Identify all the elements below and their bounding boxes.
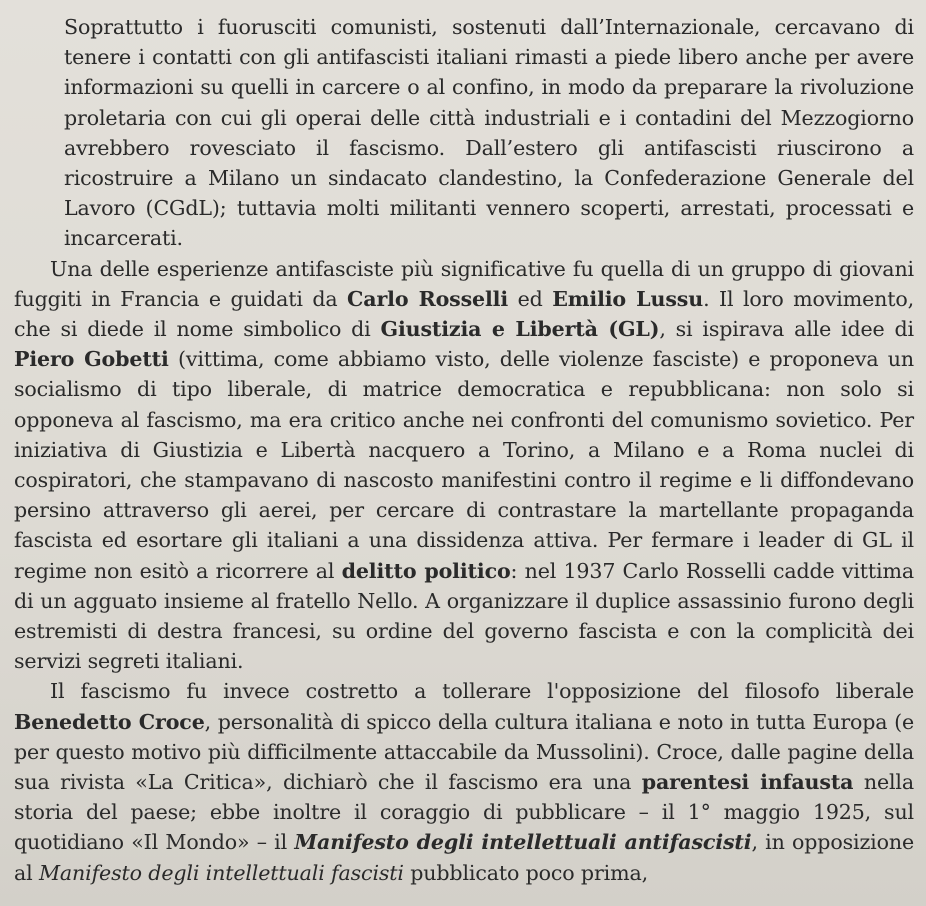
text-run: , personalità di spicco della cultura italiana e noto in tutta Europa (e per questo motivo più difficilmente attaccabile da Mussolini). Croce, dalle pagine della sua rivista «La Critica», dichiarò che il fascismo era una xyxy=(14,709,914,795)
title-manifesto-antifascisti-text: Manifesto degli intellettuali antifascisti xyxy=(294,830,752,855)
name-carlo-rosselli: Carlo Rosselli xyxy=(347,286,509,311)
text-run: Soprattutto i fuorusciti comunisti, sostenuti dall’Internazionale, cercavano di tenere i contatti con gli antifascisti italiani rimasti a piede libero anche per avere informazioni su quelli in carcere o al confino, in modo da preparare la rivoluzione proletaria con cui gli operai delle città industriali e i contadini del Mezzogiorno avrebbero rovesciato il fascismo. Dall’estero gli antifascisti riuscirono a ricostruire a Milano un sindacato clandestino, la Confederazione Generale del Lavoro (CGdL); tuttavia molti militanti vennero scoperti, arrestati, processati e incarcerati. xyxy=(64,15,914,251)
text-run: , in opposizione al xyxy=(14,830,914,885)
name-piero-gobetti: Piero Gobetti xyxy=(14,347,169,372)
text-run: (vittima, come abbiamo visto, delle violenze fasciste) e proponeva un socialismo di tipo liberale, di matrice democratica e repubblicana: non solo si opponeva al fascismo, ma era critico anche nei confronti del comunismo sovietico. Per iniziativa di Giustizia e Libertà nacquero a Torino, a Milano e a Roma nuclei di cospiratori, che stampavano di nascosto manifestini contro il regime e li diffondevano persino attraverso gli aerei, per cercare di contrastare la martellante propaganda fascista ed esortare gli italiani a una dissidenza attiva. Per fermare i leader di GL il regime non esitò a ricorrere al xyxy=(14,347,915,583)
text-run: Il fascismo fu invece costretto a tollerare l'opposizione del filosofo liberale xyxy=(50,679,914,704)
text-run: nella storia del paese; ebbe inoltre il coraggio di pubblicare – il 1° maggio 1925, sul quotidiano «Il Mondo» – il xyxy=(14,770,914,855)
paragraph-3 xyxy=(14,676,914,887)
name-emilio-lussu: Emilio Lussu xyxy=(552,286,704,311)
text-run: : nel 1937 Carlo Rosselli cadde vittima di un agguato insieme al fratello Nello. A organizzare il duplice assassinio furono degli estremisti di destra francesi, su ordine del governo fascista e con la complicità dei servizi segreti italiani. xyxy=(14,558,914,674)
name-benedetto-croce: Benedetto Croce xyxy=(14,709,205,734)
term-delitto-politico: delitto politico xyxy=(341,558,511,583)
text-run: pubblicato poco prima, xyxy=(403,860,648,885)
paragraph-1 xyxy=(14,12,914,254)
title-manifesto-fascisti: Manifesto degli intellettuali fascisti xyxy=(38,860,404,885)
term-parentesi-infausta: parentesi infausta xyxy=(641,770,854,795)
title-manifesto-antifascisti xyxy=(294,830,751,854)
term-giustizia-e-liberta: Giustizia e Libertà (GL) xyxy=(380,317,660,342)
paragraph-2 xyxy=(14,254,914,677)
body-text xyxy=(14,12,914,888)
text-run: , si ispirava alle idee di xyxy=(659,317,914,342)
text-run: . Il loro movimento, che si diede il nome simbolico di xyxy=(14,286,915,342)
text-run: ed xyxy=(508,286,553,311)
text-run: Una delle esperienze antifasciste più significative fu quella di un gruppo di giovani fuggiti in Francia e guidati da xyxy=(14,256,914,311)
